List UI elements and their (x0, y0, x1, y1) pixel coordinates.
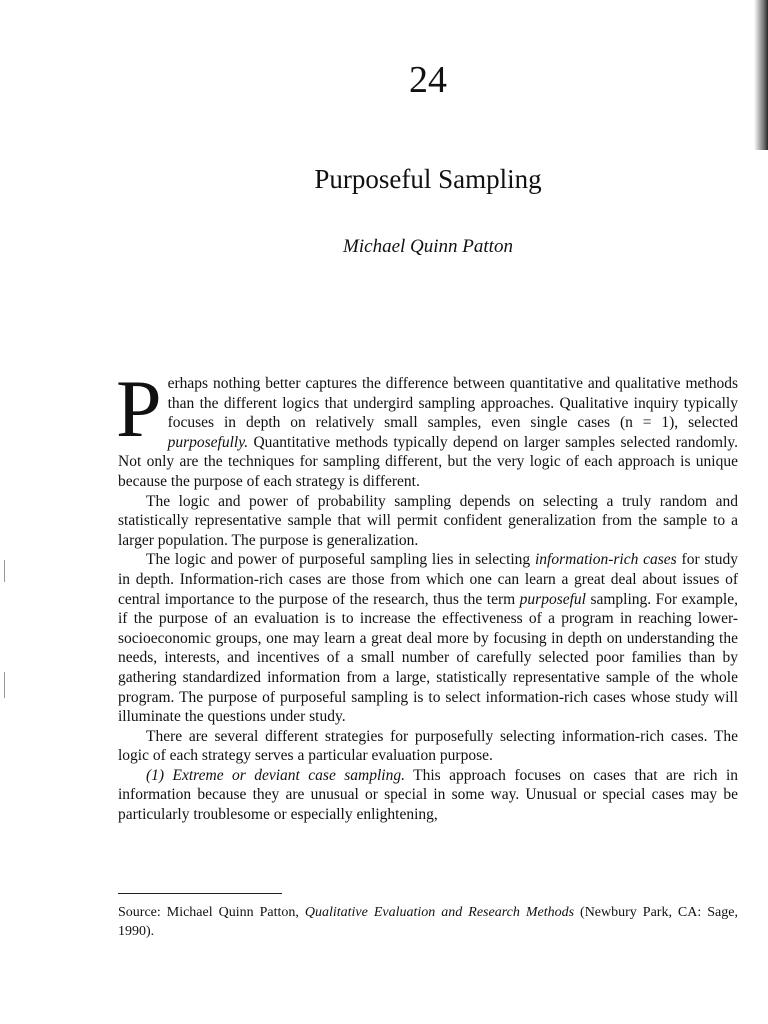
paragraph-2: The logic and power of probability sampling depends on selecting a truly random and statistically representative sample that will permit confident generalization from the sample to a larger population. The purpose is generalization. (118, 492, 738, 549)
paragraph-1-emphasis: purposefully. (167, 433, 249, 451)
source-footnote (118, 903, 738, 941)
chapter-author: Michael Quinn Patton (343, 236, 513, 257)
paragraph-3-emphasis-2: purposeful (519, 590, 586, 608)
paragraph-3 (118, 550, 738, 726)
chapter-title: Purposeful Sampling (314, 164, 542, 194)
paragraph-4: There are several different strategies for purposefully selecting information-rich cases. The logic of each strategy serves a particular evaluation purpose. (118, 727, 738, 765)
paragraph-3-text-mid: for study in depth. Information-rich cases are those from which one can learn a great deal about issues of central importance to the purpose of the research, thus the term (118, 551, 738, 608)
paragraph-3-text-end: sampling. For example, if the purpose of an evaluation is to increase the effectiveness of a program in reaching lower-socioeconomic groups, one may learn a great deal more by focusing in depth on understanding the needs, interests, and incentives of a small number of carefully selected poor families than by gathering standardized information from a large, statistically representative sample of the whole program. The purpose of purposeful sampling is to select information-rich cases whose study will illuminate the questions under study. (118, 590, 738, 726)
footnote-rule (118, 893, 282, 894)
paragraph-5-text: This approach focuses on cases that are rich in information because they are unusual or special in some way. Unusual or special cases may be particularly troublesome or especially enlightening, (118, 766, 738, 824)
drop-cap: P (116, 363, 162, 454)
footnote-book-title: Qualitative Evaluation and Research Methods (304, 905, 575, 920)
margin-mark (4, 560, 5, 582)
chapter-number: 24 (409, 59, 447, 101)
paragraph-3-text: The logic and power of purposeful sampling lies in selecting (146, 551, 535, 569)
paragraph-5-heading: (1) Extreme or deviant case sampling. (146, 766, 405, 784)
footnote-text-end: (Newbury Park, CA: Sage, 1990). (118, 905, 738, 939)
paragraph-1 (116, 363, 738, 492)
margin-mark (4, 672, 5, 698)
body-text (116, 363, 738, 825)
paragraph-5 (118, 766, 738, 825)
paragraph-3-emphasis: information-rich cases (535, 551, 677, 569)
footnote-text: Source: Michael Quinn Patton, (118, 905, 305, 920)
paragraph-1-text-end: Quantitative methods typically depend on larger samples selected randomly. Not only are the techniques for sampling different, but the very logic of each approach is unique because the purpose of each strategy is different. (118, 433, 738, 490)
paragraph-1-text: erhaps nothing better captures the difference between quantitative and qualitative methods than the different logics that undergird sampling approaches. Qualitative inquiry typically focuses in depth on relatively small samples, even single cases (n = 1), selected (167, 375, 738, 432)
